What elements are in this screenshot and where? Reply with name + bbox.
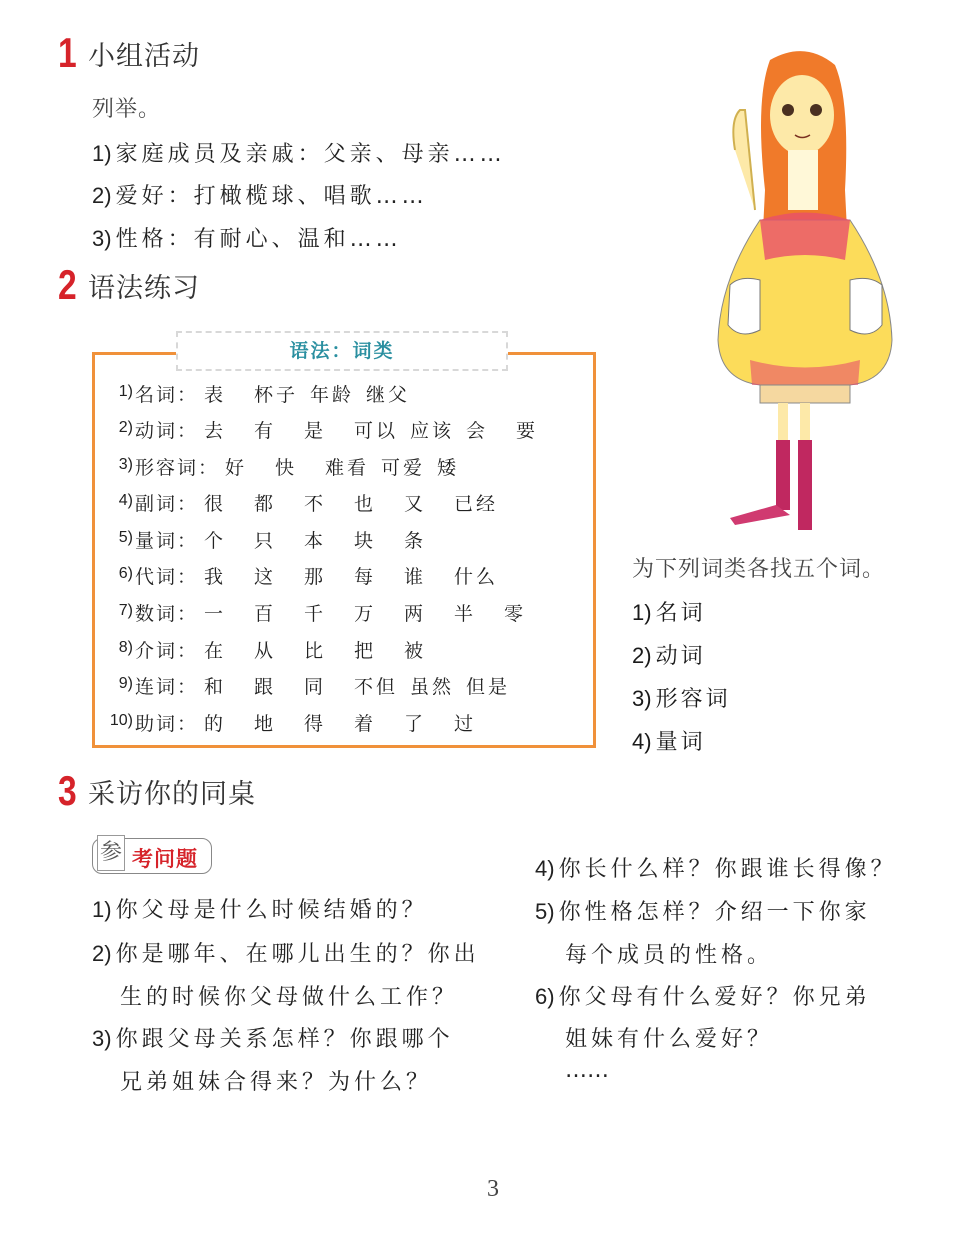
example-word: 得 bbox=[304, 713, 327, 735]
example-word: 个 bbox=[204, 530, 227, 552]
word-class-label: 连词： bbox=[135, 676, 199, 698]
word-class-label: 副词： bbox=[135, 493, 199, 515]
example-word: 年龄 bbox=[310, 384, 355, 406]
row-number: 7) bbox=[118, 602, 133, 619]
grammar-row bbox=[105, 489, 510, 516]
question-continuation: 生的时候你父母做什么工作？ bbox=[120, 985, 459, 1010]
word-class-label: 动词： bbox=[135, 420, 199, 442]
row-number: 9) bbox=[118, 675, 133, 692]
exercise-item: 4) 量词 bbox=[632, 729, 706, 755]
example-word: 了 bbox=[404, 713, 427, 735]
list-item: 2) 爱好：打橄榄球、唱歌…… bbox=[92, 183, 428, 209]
girl-illustration bbox=[700, 40, 910, 540]
list-item: 1) 家庭成员及亲戚：父亲、母亲…… bbox=[92, 141, 506, 167]
example-word: 要 bbox=[516, 420, 539, 442]
example-word: 有 bbox=[254, 420, 277, 442]
instruction: 列举。 bbox=[92, 97, 162, 122]
example-word: 可爱 bbox=[381, 457, 426, 479]
grammar-row bbox=[105, 599, 554, 626]
word-class-label: 量词： bbox=[135, 530, 199, 552]
grammar-row bbox=[105, 709, 504, 736]
section-number: 2 bbox=[58, 261, 77, 308]
row-number: 3) bbox=[118, 456, 133, 473]
example-word: 这 bbox=[254, 566, 277, 588]
word-class-label: 介词： bbox=[135, 640, 199, 662]
example-word: 比 bbox=[304, 640, 327, 662]
example-word: 百 bbox=[254, 603, 277, 625]
example-word: 同 bbox=[304, 676, 327, 698]
grammar-row bbox=[105, 636, 454, 663]
example-word: 很 bbox=[204, 493, 227, 515]
example-word: 千 bbox=[304, 603, 327, 625]
example-word: 虽然 bbox=[410, 676, 455, 698]
example-word: 不但 bbox=[354, 676, 399, 698]
example-word: 被 bbox=[404, 640, 427, 662]
question: 2) 你是哪年、在哪儿出生的？你出 bbox=[92, 941, 480, 967]
row-number: 2) bbox=[118, 419, 133, 436]
exercise-item: 2) 动词 bbox=[632, 643, 706, 669]
row-number: 10) bbox=[109, 712, 133, 729]
question-continuation: 兄弟姐妹合得来？为什么？ bbox=[120, 1070, 433, 1095]
example-word: 从 bbox=[254, 640, 277, 662]
section-number: 1 bbox=[58, 29, 77, 76]
section-number: 3 bbox=[58, 767, 77, 814]
section-title: 采访你的同桌 bbox=[88, 778, 256, 810]
example-word: 每 bbox=[354, 566, 377, 588]
example-word: 好 bbox=[225, 457, 248, 479]
example-word: 零 bbox=[504, 603, 527, 625]
example-word: 跟 bbox=[254, 676, 277, 698]
grammar-row bbox=[105, 453, 487, 480]
example-word: 着 bbox=[354, 713, 377, 735]
example-word: 只 bbox=[254, 530, 277, 552]
section-1-heading bbox=[58, 29, 200, 76]
question: 1) 你父母是什么时候结婚的？ bbox=[92, 897, 428, 923]
question: 3) 你跟父母关系怎样？你跟哪个 bbox=[92, 1026, 454, 1052]
example-word: 两 bbox=[404, 603, 427, 625]
example-word: 条 bbox=[404, 530, 427, 552]
example-word: 又 bbox=[404, 493, 427, 515]
grammar-row bbox=[105, 526, 454, 553]
question-continuation: 姐妹有什么爱好？ bbox=[565, 1027, 774, 1052]
example-word: 应该 bbox=[410, 420, 455, 442]
section-2-heading bbox=[58, 261, 200, 308]
word-class-label: 数词： bbox=[135, 603, 199, 625]
example-word: 表 bbox=[204, 384, 227, 406]
grammar-row bbox=[105, 562, 510, 589]
example-word: 我 bbox=[204, 566, 227, 588]
word-class-label: 代词： bbox=[135, 566, 199, 588]
example-word: 去 bbox=[204, 420, 227, 442]
list-item: 3) 性格：有耐心、温和…… bbox=[92, 226, 402, 252]
question: 5) 你性格怎样？介绍一下你家 bbox=[535, 899, 871, 925]
grammar-row bbox=[105, 672, 522, 699]
exercise-item: 1) 名词 bbox=[632, 600, 706, 626]
example-word: 难看 bbox=[325, 457, 370, 479]
example-word: 把 bbox=[354, 640, 377, 662]
example-word: 但是 bbox=[466, 676, 511, 698]
row-number: 1) bbox=[118, 383, 133, 400]
example-word: 和 bbox=[204, 676, 227, 698]
example-word: 已经 bbox=[454, 493, 499, 515]
example-word: 什么 bbox=[454, 566, 499, 588]
example-word: 可以 bbox=[354, 420, 399, 442]
example-word: 快 bbox=[275, 457, 298, 479]
question: 6) 你父母有什么爱好？你兄弟 bbox=[535, 984, 871, 1010]
example-word: 万 bbox=[354, 603, 377, 625]
example-word: 也 bbox=[354, 493, 377, 515]
example-word: 块 bbox=[354, 530, 377, 552]
exercise-instruction: 为下列词类各找五个词。 bbox=[632, 557, 886, 582]
example-word: 半 bbox=[454, 603, 477, 625]
tag-box-char: 参 bbox=[97, 835, 125, 871]
tag-text: 考问题 bbox=[132, 847, 198, 871]
example-word: 都 bbox=[254, 493, 277, 515]
ellipsis: …… bbox=[565, 1058, 609, 1083]
example-word: 不 bbox=[304, 493, 327, 515]
exercise-item: 3) 形容词 bbox=[632, 686, 731, 712]
row-number: 5) bbox=[118, 529, 133, 546]
section-title: 小组活动 bbox=[88, 40, 200, 72]
example-word: 矮 bbox=[437, 457, 460, 479]
example-word: 继父 bbox=[366, 384, 411, 406]
example-word: 过 bbox=[454, 713, 477, 735]
word-class-label: 形容词： bbox=[135, 457, 220, 479]
grammar-box-title: 语法：词类 bbox=[176, 331, 508, 371]
word-class-label: 助词： bbox=[135, 713, 199, 735]
row-number: 6) bbox=[118, 565, 133, 582]
row-number: 8) bbox=[118, 639, 133, 656]
example-word: 是 bbox=[304, 420, 327, 442]
page-number: 3 bbox=[487, 1176, 499, 1202]
section-title: 语法练习 bbox=[88, 272, 200, 304]
grammar-row bbox=[105, 416, 566, 443]
question: 4) 你长什么样？你跟谁长得像？ bbox=[535, 856, 897, 882]
example-word: 的 bbox=[204, 713, 227, 735]
section-3-heading bbox=[58, 767, 256, 814]
grammar-row bbox=[105, 380, 422, 407]
example-word: 那 bbox=[304, 566, 327, 588]
example-word: 会 bbox=[466, 420, 489, 442]
example-word: 一 bbox=[204, 603, 227, 625]
example-word: 本 bbox=[304, 530, 327, 552]
example-word: 谁 bbox=[404, 566, 427, 588]
question-continuation: 每个成员的性格。 bbox=[565, 943, 774, 968]
word-class-label: 名词： bbox=[135, 384, 199, 406]
row-number: 4) bbox=[118, 492, 133, 509]
example-word: 杯子 bbox=[254, 384, 299, 406]
example-word: 在 bbox=[204, 640, 227, 662]
example-word: 地 bbox=[254, 713, 277, 735]
